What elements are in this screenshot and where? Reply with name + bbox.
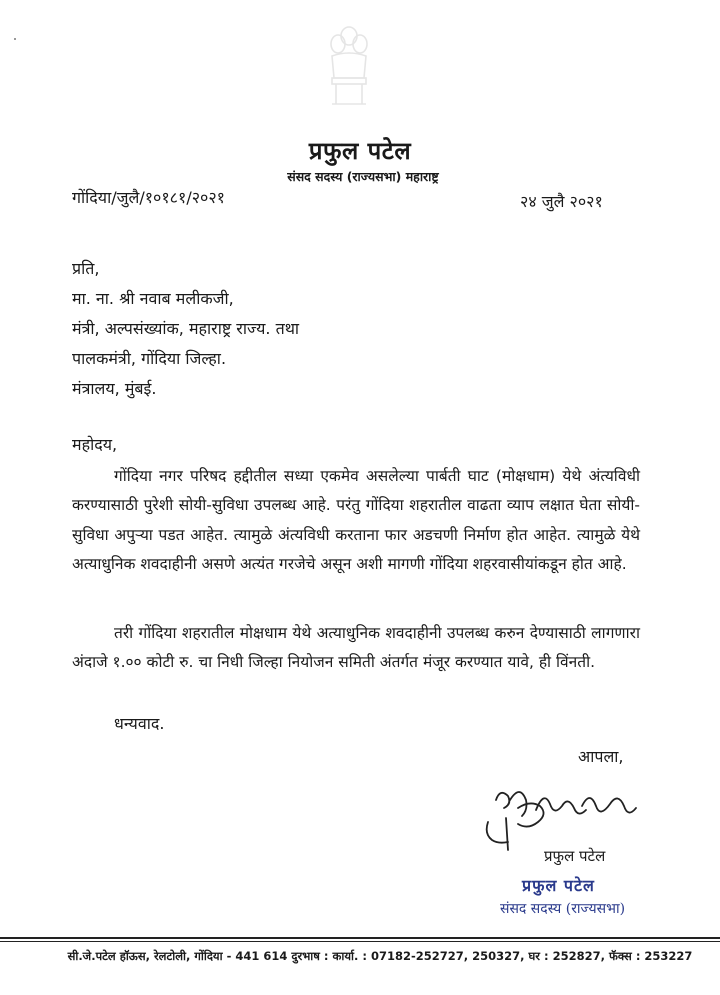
recipient-prefix: प्रति, — [72, 259, 100, 278]
signatory-name: प्रफुल पटेल — [544, 847, 606, 865]
recipient-line: मंत्री, अल्पसंख्यांक, महाराष्ट्र राज्य. तथा — [72, 319, 300, 338]
national-emblem-watermark-icon — [326, 22, 372, 110]
salutation: महोदय, — [72, 435, 118, 454]
letterhead-name: प्रफुल पटेल — [308, 137, 412, 165]
recipient-line: मंत्रालय, मुंबई. — [72, 379, 157, 398]
body-paragraph: गोंदिया नगर परिषद हद्दीतील सध्या एकमेव असलेल्या पार्बती घाट (मोक्षधाम) येथे अंत्यविधी करण्यासाठी पुरेशी सोयी-सुविधा उपलब्ध आहे. परंतु गोंदिया शहरातील वाढता व्याप लक्षात घेता सोयी-सुविधा अपुऱ्या पडत आहेत. त्यामुळे अंत्यविधी करताना फार अडचणी निर्माण होत आहेत. त्यामुळे येथे अत्याधुनिक शवदाहीनी असणे अत्यंत गरजेचे असून अशी मागणी गोंदिया शहरवासीयांकडून होत आहे. — [72, 467, 640, 574]
stamp-name: प्रफुल पटेल — [522, 876, 595, 895]
footer-divider — [0, 941, 720, 942]
footer-address: सी.जे.पटेल हॉऊस, रेलटोली, गोंदिया - 441 614 दुरभाष : कार्या. : 07182-252727, 250327, घर : 252827, फॅक्स : 253227 — [67, 949, 693, 963]
letter-date: २४ जुलै २०२१ — [520, 192, 603, 211]
recipient-line: मा. ना. श्री नवाब मलीकजी, — [72, 289, 234, 308]
recipient-line: पालकमंत्री, गोंदिया जिल्हा. — [72, 349, 227, 368]
reference-number: गोंदिया/जुलै/१०१८१/२०२१ — [72, 188, 225, 207]
letterhead-designation: संसद सदस्य (राज्यसभा) महाराष्ट्र — [287, 169, 439, 184]
closing-yours: आपला, — [578, 747, 624, 766]
body-paragraph: तरी गोंदिया शहरातील मोक्षधाम येथे अत्याधुनिक शवदाहीनी उपलब्ध करुन देण्यासाठी लागणारा अंदाजे १.०० कोटी रु. चा निधी जिल्हा नियोजन समिती अंतर्गत मंजूर करण्यात यावे, ही विंनती. — [72, 624, 640, 672]
stamp-designation: संसद सदस्य (राज्यसभा) — [500, 901, 626, 917]
footer-divider — [0, 937, 720, 939]
closing-thanks: धन्यवाद. — [114, 714, 165, 733]
scan-speck — [14, 38, 16, 40]
